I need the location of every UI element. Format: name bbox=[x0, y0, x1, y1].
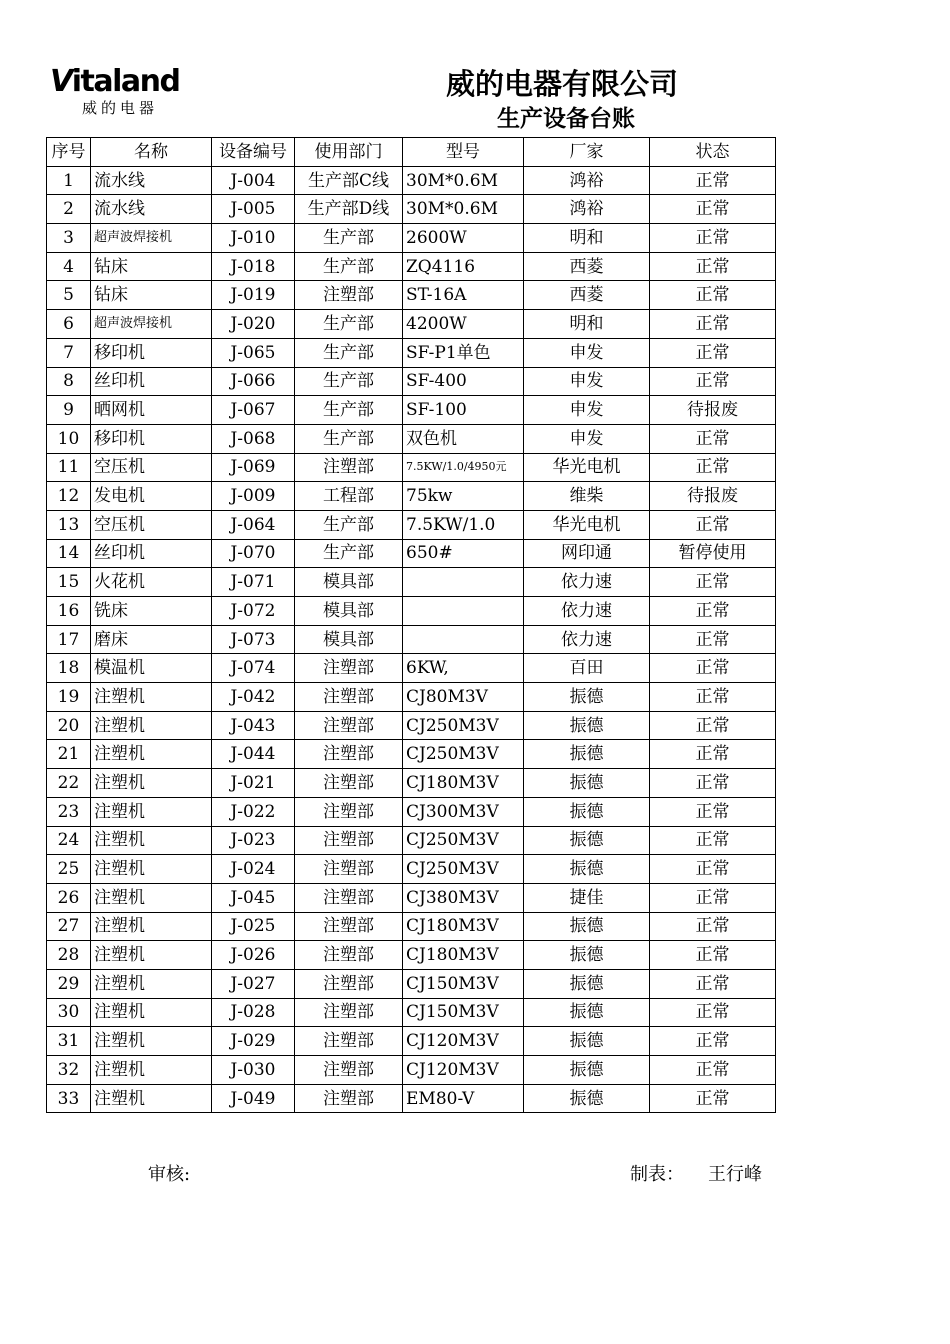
cell-manufacturer: 明和 bbox=[524, 310, 650, 339]
cell-model: CJ120M3V bbox=[403, 1027, 524, 1056]
cell-department: 生产部 bbox=[295, 396, 403, 425]
equipment-ledger-table bbox=[46, 137, 776, 1113]
cell-manufacturer: 振德 bbox=[524, 998, 650, 1027]
cell-status: 正常 bbox=[650, 969, 776, 998]
cell-department: 模具部 bbox=[295, 597, 403, 626]
logo-subtitle: 威的电器 bbox=[82, 99, 159, 117]
cell-model bbox=[403, 625, 524, 654]
cell-model: 双色机 bbox=[403, 424, 524, 453]
cell-index: 33 bbox=[47, 1084, 91, 1113]
cell-status: 待报废 bbox=[650, 396, 776, 425]
cell-name: 钻床 bbox=[91, 252, 212, 281]
cell-manufacturer: 振德 bbox=[524, 969, 650, 998]
cell-status: 正常 bbox=[650, 1084, 776, 1113]
cell-department: 注塑部 bbox=[295, 683, 403, 712]
cell-manufacturer: 振德 bbox=[524, 855, 650, 884]
cell-model: 7.5KW/1.0/4950元 bbox=[403, 453, 524, 482]
cell-equipment-code: J-068 bbox=[212, 424, 295, 453]
table-row bbox=[47, 826, 776, 855]
cell-index: 32 bbox=[47, 1056, 91, 1085]
cell-index: 22 bbox=[47, 769, 91, 798]
cell-index: 6 bbox=[47, 310, 91, 339]
cell-manufacturer: 申发 bbox=[524, 424, 650, 453]
cell-manufacturer: 振德 bbox=[524, 826, 650, 855]
cell-model: CJ250M3V bbox=[403, 740, 524, 769]
cell-status: 正常 bbox=[650, 855, 776, 884]
cell-model: 30M*0.6M bbox=[403, 195, 524, 224]
table-row bbox=[47, 998, 776, 1027]
cell-name: 注塑机 bbox=[91, 1056, 212, 1085]
cell-manufacturer: 振德 bbox=[524, 797, 650, 826]
table-row bbox=[47, 338, 776, 367]
cell-department: 生产部 bbox=[295, 252, 403, 281]
column-header-department: 使用部门 bbox=[295, 138, 403, 167]
cell-status: 正常 bbox=[650, 510, 776, 539]
cell-department: 生产部 bbox=[295, 224, 403, 253]
cell-status: 正常 bbox=[650, 625, 776, 654]
cell-model: CJ380M3V bbox=[403, 883, 524, 912]
cell-index: 20 bbox=[47, 711, 91, 740]
company-logo bbox=[50, 66, 180, 122]
cell-manufacturer: 西菱 bbox=[524, 252, 650, 281]
cell-department: 模具部 bbox=[295, 568, 403, 597]
cell-name: 注塑机 bbox=[91, 998, 212, 1027]
cell-equipment-code: J-025 bbox=[212, 912, 295, 941]
cell-department: 工程部 bbox=[295, 482, 403, 511]
cell-index: 2 bbox=[47, 195, 91, 224]
company-name: 威的电器有限公司 bbox=[446, 67, 679, 101]
cell-index: 13 bbox=[47, 510, 91, 539]
cell-manufacturer: 振德 bbox=[524, 1056, 650, 1085]
cell-status: 正常 bbox=[650, 453, 776, 482]
cell-name: 钻床 bbox=[91, 281, 212, 310]
table-row bbox=[47, 568, 776, 597]
cell-equipment-code: J-049 bbox=[212, 1084, 295, 1113]
cell-name: 流水线 bbox=[91, 166, 212, 195]
table-row bbox=[47, 1084, 776, 1113]
cell-equipment-code: J-067 bbox=[212, 396, 295, 425]
table-row bbox=[47, 711, 776, 740]
cell-name: 超声波焊接机 bbox=[91, 224, 212, 253]
cell-manufacturer: 振德 bbox=[524, 740, 650, 769]
cell-index: 24 bbox=[47, 826, 91, 855]
cell-status: 正常 bbox=[650, 654, 776, 683]
cell-name: 磨床 bbox=[91, 625, 212, 654]
table-header-row bbox=[47, 138, 776, 167]
cell-name: 晒网机 bbox=[91, 396, 212, 425]
logo-wordmark bbox=[50, 66, 179, 98]
cell-status: 待报废 bbox=[650, 482, 776, 511]
cell-name: 注塑机 bbox=[91, 912, 212, 941]
cell-department: 注塑部 bbox=[295, 912, 403, 941]
cell-name: 注塑机 bbox=[91, 1027, 212, 1056]
cell-equipment-code: J-009 bbox=[212, 482, 295, 511]
cell-equipment-code: J-018 bbox=[212, 252, 295, 281]
table-row bbox=[47, 252, 776, 281]
cell-name: 移印机 bbox=[91, 424, 212, 453]
cell-equipment-code: J-005 bbox=[212, 195, 295, 224]
review-label: 审核: bbox=[148, 1164, 191, 1185]
cell-status: 正常 bbox=[650, 597, 776, 626]
cell-manufacturer: 西菱 bbox=[524, 281, 650, 310]
cell-equipment-code: J-044 bbox=[212, 740, 295, 769]
cell-department: 注塑部 bbox=[295, 826, 403, 855]
cell-manufacturer: 网印通 bbox=[524, 539, 650, 568]
cell-equipment-code: J-074 bbox=[212, 654, 295, 683]
cell-manufacturer: 维柴 bbox=[524, 482, 650, 511]
cell-model: CJ180M3V bbox=[403, 912, 524, 941]
cell-model: CJ300M3V bbox=[403, 797, 524, 826]
cell-equipment-code: J-071 bbox=[212, 568, 295, 597]
cell-name: 注塑机 bbox=[91, 941, 212, 970]
cell-model: CJ150M3V bbox=[403, 969, 524, 998]
cell-status: 正常 bbox=[650, 912, 776, 941]
cell-name: 注塑机 bbox=[91, 969, 212, 998]
cell-department: 模具部 bbox=[295, 625, 403, 654]
column-header-equipment-code: 设备编号 bbox=[212, 138, 295, 167]
cell-index: 5 bbox=[47, 281, 91, 310]
cell-equipment-code: J-004 bbox=[212, 166, 295, 195]
table-row bbox=[47, 166, 776, 195]
cell-model: 30M*0.6M bbox=[403, 166, 524, 195]
cell-status: 正常 bbox=[650, 740, 776, 769]
cell-index: 10 bbox=[47, 424, 91, 453]
column-header-index: 序号 bbox=[47, 138, 91, 167]
cell-index: 28 bbox=[47, 941, 91, 970]
table-row bbox=[47, 1027, 776, 1056]
cell-status: 正常 bbox=[650, 310, 776, 339]
cell-name: 铣床 bbox=[91, 597, 212, 626]
cell-name: 火花机 bbox=[91, 568, 212, 597]
table-row bbox=[47, 912, 776, 941]
cell-department: 生产部 bbox=[295, 510, 403, 539]
cell-equipment-code: J-030 bbox=[212, 1056, 295, 1085]
cell-name: 注塑机 bbox=[91, 769, 212, 798]
table-row bbox=[47, 539, 776, 568]
cell-model: 2600W bbox=[403, 224, 524, 253]
table-row bbox=[47, 941, 776, 970]
cell-model: ZQ4116 bbox=[403, 252, 524, 281]
cell-name: 注塑机 bbox=[91, 683, 212, 712]
cell-equipment-code: J-072 bbox=[212, 597, 295, 626]
cell-index: 14 bbox=[47, 539, 91, 568]
cell-status: 正常 bbox=[650, 883, 776, 912]
cell-manufacturer: 依力速 bbox=[524, 625, 650, 654]
cell-index: 15 bbox=[47, 568, 91, 597]
cell-name: 丝印机 bbox=[91, 539, 212, 568]
column-header-name: 名称 bbox=[91, 138, 212, 167]
table-row bbox=[47, 597, 776, 626]
table-row bbox=[47, 510, 776, 539]
cell-manufacturer: 鸿裕 bbox=[524, 195, 650, 224]
cell-manufacturer: 百田 bbox=[524, 654, 650, 683]
cell-equipment-code: J-022 bbox=[212, 797, 295, 826]
cell-model: EM80-V bbox=[403, 1084, 524, 1113]
cell-equipment-code: J-029 bbox=[212, 1027, 295, 1056]
cell-name: 注塑机 bbox=[91, 826, 212, 855]
cell-department: 生产部 bbox=[295, 539, 403, 568]
table-row bbox=[47, 969, 776, 998]
cell-index: 18 bbox=[47, 654, 91, 683]
cell-model: CJ180M3V bbox=[403, 769, 524, 798]
cell-name: 模温机 bbox=[91, 654, 212, 683]
cell-status: 正常 bbox=[650, 568, 776, 597]
cell-model: SF-400 bbox=[403, 367, 524, 396]
table-row bbox=[47, 769, 776, 798]
cell-status: 正常 bbox=[650, 769, 776, 798]
cell-index: 26 bbox=[47, 883, 91, 912]
cell-status: 正常 bbox=[650, 711, 776, 740]
cell-index: 9 bbox=[47, 396, 91, 425]
cell-index: 23 bbox=[47, 797, 91, 826]
table-row bbox=[47, 740, 776, 769]
cell-model: 650# bbox=[403, 539, 524, 568]
cell-name: 注塑机 bbox=[91, 711, 212, 740]
cell-manufacturer: 振德 bbox=[524, 1027, 650, 1056]
cell-name: 流水线 bbox=[91, 195, 212, 224]
cell-department: 注塑部 bbox=[295, 654, 403, 683]
cell-model bbox=[403, 597, 524, 626]
cell-model: ST-16A bbox=[403, 281, 524, 310]
cell-model bbox=[403, 568, 524, 597]
cell-index: 17 bbox=[47, 625, 91, 654]
cell-status: 正常 bbox=[650, 1027, 776, 1056]
table-row bbox=[47, 855, 776, 884]
cell-model: CJ150M3V bbox=[403, 998, 524, 1027]
cell-department: 注塑部 bbox=[295, 797, 403, 826]
cell-name: 丝印机 bbox=[91, 367, 212, 396]
cell-equipment-code: J-027 bbox=[212, 969, 295, 998]
cell-model: CJ80M3V bbox=[403, 683, 524, 712]
cell-status: 正常 bbox=[650, 195, 776, 224]
cell-department: 注塑部 bbox=[295, 998, 403, 1027]
cell-manufacturer: 申发 bbox=[524, 338, 650, 367]
cell-status: 暂停使用 bbox=[650, 539, 776, 568]
cell-manufacturer: 振德 bbox=[524, 912, 650, 941]
cell-index: 31 bbox=[47, 1027, 91, 1056]
cell-model: CJ180M3V bbox=[403, 941, 524, 970]
cell-status: 正常 bbox=[650, 797, 776, 826]
table-row bbox=[47, 453, 776, 482]
cell-department: 生产部 bbox=[295, 367, 403, 396]
cell-manufacturer: 依力速 bbox=[524, 568, 650, 597]
table-body bbox=[47, 166, 776, 1113]
cell-equipment-code: J-028 bbox=[212, 998, 295, 1027]
cell-manufacturer: 振德 bbox=[524, 941, 650, 970]
cell-index: 12 bbox=[47, 482, 91, 511]
cell-index: 3 bbox=[47, 224, 91, 253]
cell-manufacturer: 鸿裕 bbox=[524, 166, 650, 195]
cell-model: 4200W bbox=[403, 310, 524, 339]
cell-model: CJ120M3V bbox=[403, 1056, 524, 1085]
cell-index: 30 bbox=[47, 998, 91, 1027]
table-row bbox=[47, 883, 776, 912]
column-header-status: 状态 bbox=[650, 138, 776, 167]
table-row bbox=[47, 195, 776, 224]
cell-department: 注塑部 bbox=[295, 1084, 403, 1113]
cell-index: 7 bbox=[47, 338, 91, 367]
cell-name: 注塑机 bbox=[91, 855, 212, 884]
cell-status: 正常 bbox=[650, 338, 776, 367]
cell-model: 7.5KW/1.0 bbox=[403, 510, 524, 539]
cell-equipment-code: J-066 bbox=[212, 367, 295, 396]
cell-index: 1 bbox=[47, 166, 91, 195]
cell-status: 正常 bbox=[650, 941, 776, 970]
cell-model: CJ250M3V bbox=[403, 711, 524, 740]
cell-equipment-code: J-069 bbox=[212, 453, 295, 482]
cell-department: 注塑部 bbox=[295, 1056, 403, 1085]
cell-department: 注塑部 bbox=[295, 883, 403, 912]
cell-equipment-code: J-073 bbox=[212, 625, 295, 654]
column-header-manufacturer: 厂家 bbox=[524, 138, 650, 167]
cell-model: 6KW, bbox=[403, 654, 524, 683]
cell-department: 注塑部 bbox=[295, 941, 403, 970]
cell-manufacturer: 振德 bbox=[524, 1084, 650, 1113]
table-row bbox=[47, 424, 776, 453]
cell-index: 21 bbox=[47, 740, 91, 769]
cell-manufacturer: 华光电机 bbox=[524, 453, 650, 482]
cell-department: 生产部D线 bbox=[295, 195, 403, 224]
cell-department: 注塑部 bbox=[295, 855, 403, 884]
cell-department: 注塑部 bbox=[295, 711, 403, 740]
cell-manufacturer: 依力速 bbox=[524, 597, 650, 626]
table-row bbox=[47, 224, 776, 253]
table-row bbox=[47, 310, 776, 339]
table-row bbox=[47, 281, 776, 310]
cell-status: 正常 bbox=[650, 998, 776, 1027]
cell-status: 正常 bbox=[650, 166, 776, 195]
cell-name: 发电机 bbox=[91, 482, 212, 511]
cell-status: 正常 bbox=[650, 224, 776, 253]
cell-manufacturer: 华光电机 bbox=[524, 510, 650, 539]
cell-equipment-code: J-043 bbox=[212, 711, 295, 740]
cell-name: 空压机 bbox=[91, 510, 212, 539]
cell-index: 25 bbox=[47, 855, 91, 884]
cell-manufacturer: 明和 bbox=[524, 224, 650, 253]
logo-v-mark: V bbox=[50, 64, 72, 99]
table-row bbox=[47, 625, 776, 654]
cell-model: CJ250M3V bbox=[403, 826, 524, 855]
cell-equipment-code: J-010 bbox=[212, 224, 295, 253]
cell-index: 4 bbox=[47, 252, 91, 281]
cell-status: 正常 bbox=[650, 683, 776, 712]
cell-manufacturer: 捷佳 bbox=[524, 883, 650, 912]
cell-model: 75kw bbox=[403, 482, 524, 511]
cell-department: 生产部 bbox=[295, 338, 403, 367]
column-header-model: 型号 bbox=[403, 138, 524, 167]
cell-index: 27 bbox=[47, 912, 91, 941]
cell-name: 注塑机 bbox=[91, 883, 212, 912]
cell-department: 注塑部 bbox=[295, 969, 403, 998]
cell-name: 注塑机 bbox=[91, 740, 212, 769]
table-row bbox=[47, 482, 776, 511]
table-row bbox=[47, 396, 776, 425]
cell-manufacturer: 振德 bbox=[524, 769, 650, 798]
cell-equipment-code: J-023 bbox=[212, 826, 295, 855]
cell-status: 正常 bbox=[650, 252, 776, 281]
cell-status: 正常 bbox=[650, 281, 776, 310]
cell-name: 超声波焊接机 bbox=[91, 310, 212, 339]
cell-department: 注塑部 bbox=[295, 453, 403, 482]
cell-model: SF-P1单色 bbox=[403, 338, 524, 367]
page-title: 生产设备台账 bbox=[497, 106, 635, 132]
cell-status: 正常 bbox=[650, 424, 776, 453]
cell-department: 注塑部 bbox=[295, 740, 403, 769]
cell-department: 生产部 bbox=[295, 424, 403, 453]
cell-manufacturer: 申发 bbox=[524, 396, 650, 425]
cell-department: 注塑部 bbox=[295, 281, 403, 310]
cell-name: 注塑机 bbox=[91, 797, 212, 826]
cell-equipment-code: J-021 bbox=[212, 769, 295, 798]
cell-manufacturer: 振德 bbox=[524, 683, 650, 712]
cell-name: 移印机 bbox=[91, 338, 212, 367]
cell-status: 正常 bbox=[650, 367, 776, 396]
cell-equipment-code: J-064 bbox=[212, 510, 295, 539]
table-row bbox=[47, 367, 776, 396]
cell-equipment-code: J-045 bbox=[212, 883, 295, 912]
cell-equipment-code: J-019 bbox=[212, 281, 295, 310]
cell-index: 29 bbox=[47, 969, 91, 998]
table-row bbox=[47, 797, 776, 826]
cell-status: 正常 bbox=[650, 1056, 776, 1085]
cell-department: 生产部 bbox=[295, 310, 403, 339]
cell-manufacturer: 申发 bbox=[524, 367, 650, 396]
cell-department: 注塑部 bbox=[295, 1027, 403, 1056]
cell-equipment-code: J-042 bbox=[212, 683, 295, 712]
table-row bbox=[47, 683, 776, 712]
cell-index: 19 bbox=[47, 683, 91, 712]
cell-name: 空压机 bbox=[91, 453, 212, 482]
cell-department: 注塑部 bbox=[295, 769, 403, 798]
maker-label: 制表： bbox=[630, 1164, 684, 1185]
cell-name: 注塑机 bbox=[91, 1084, 212, 1113]
cell-equipment-code: J-070 bbox=[212, 539, 295, 568]
cell-department: 生产部C线 bbox=[295, 166, 403, 195]
cell-equipment-code: J-026 bbox=[212, 941, 295, 970]
cell-index: 8 bbox=[47, 367, 91, 396]
cell-index: 11 bbox=[47, 453, 91, 482]
cell-status: 正常 bbox=[650, 826, 776, 855]
logo-wordmark-rest: italand bbox=[71, 64, 180, 99]
cell-model: CJ250M3V bbox=[403, 855, 524, 884]
cell-equipment-code: J-024 bbox=[212, 855, 295, 884]
table-row bbox=[47, 654, 776, 683]
maker-name: 王行峰 bbox=[708, 1164, 762, 1185]
cell-model: SF-100 bbox=[403, 396, 524, 425]
cell-manufacturer: 振德 bbox=[524, 711, 650, 740]
cell-index: 16 bbox=[47, 597, 91, 626]
table-row bbox=[47, 1056, 776, 1085]
cell-equipment-code: J-020 bbox=[212, 310, 295, 339]
cell-equipment-code: J-065 bbox=[212, 338, 295, 367]
